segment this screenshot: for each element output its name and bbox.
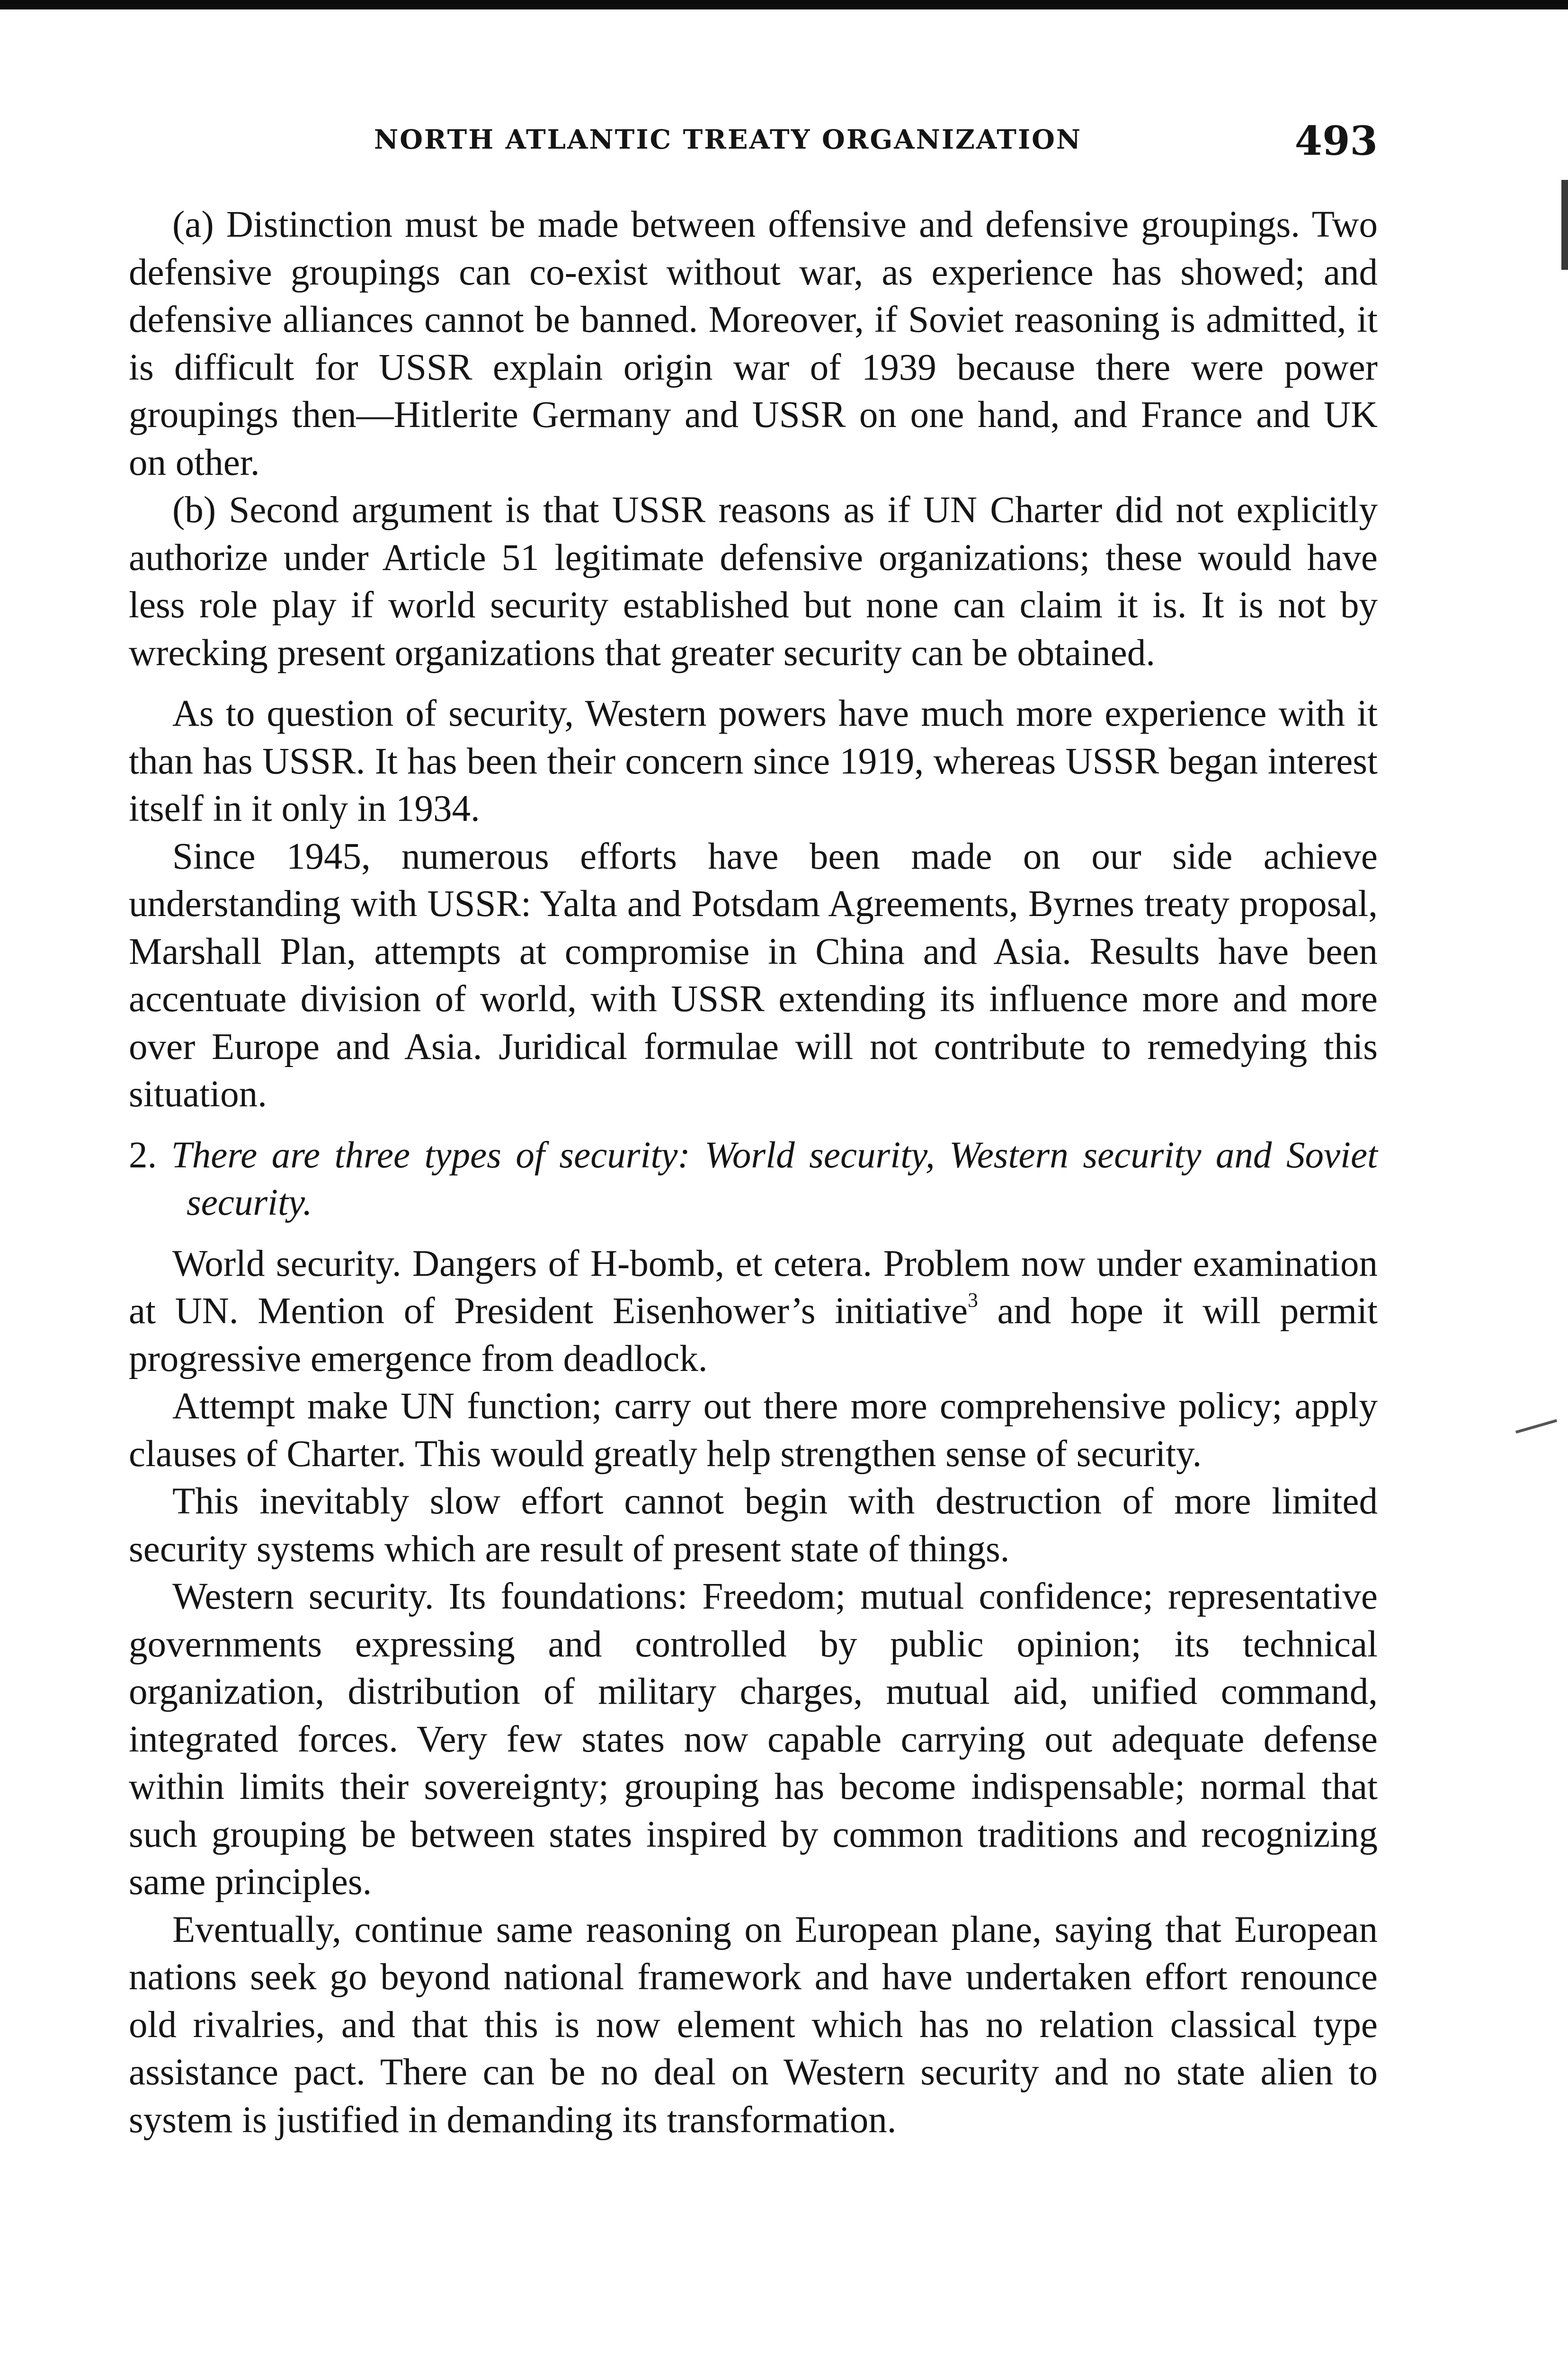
paragraph-world-security [129, 1240, 1378, 1383]
scan-top-border [0, 0, 1568, 9]
section-number: 2. [129, 1134, 157, 1176]
paragraph-un-function: Attempt make UN function; carry out there more comprehensive policy; apply clauses of Charter. This would greatly help strengthen sense of security. [129, 1386, 1378, 1475]
paragraph-a [129, 201, 1378, 487]
paragraph-b [129, 487, 1378, 677]
footnote-reference: 3 [968, 1289, 978, 1312]
paragraph-efforts-since-1945: Since 1945, numerous efforts have been made on our side achieve understanding with USSR: Yalta and Potsdam Agreements, Byrnes treaty proposal, Marshall Plan, attempts at compromise in China and Asia. Results have been accentuate division of world, with USSR extending its influence more and more over Europe and Asia. Juridical formulae will not contribute to remedying this situation. [129, 836, 1378, 1115]
section-heading-text: There are three types of security: World security, Western security and Soviet security. [171, 1134, 1378, 1223]
paragraph-western-security: Western security. Its foundations: Freedom; mutual confidence; representative governments expressing and controlled by public opinion; its technical organization, distribution of military charges, mutual aid, unified command, integrated forces. Very few states now capable carrying out adequate defense within limits their sovereignty; grouping has become indispensable; normal that such grouping be between states inspired by common traditions and recognizing same principles. [129, 1576, 1378, 1903]
page-number: 493 [1294, 117, 1378, 164]
section-heading [129, 1132, 1378, 1227]
paragraph-security-experience: As to question of security, Western powers have much more experience with it than has USSR. It has been their concern since 1919, whereas USSR began interest itself in it only in 1934. [129, 693, 1378, 829]
paragraph-a-text: Distinction must be made between offensive and defensive groupings. Two defensive groupings can co-exist without war, as experience has showed; and defensive alliances cannot be banned. Moreover, if Soviet reasoning is admitted, it is difficult for USSR explain origin war of 1939 because there were power groupings then—Hitlerite Germany and USSR on one hand, and France and UK on other. [129, 204, 1378, 483]
paragraph-european-plane: Eventually, continue same reasoning on European plane, saying that European nations seek go beyond national framework and have undertaken effort renounce old rivalries, and that this is now element which has no relation classical type assistance pact. There can be no deal on Western security and no state alien to system is justified in demanding its transformation. [129, 1909, 1378, 2141]
page-body [129, 201, 1378, 2144]
world-security-text: World security. Dangers of H-bomb, et cetera. Problem now under examination at UN. Mention of President Eisenhower’s initiative [129, 1243, 1378, 1332]
paragraph-b-text: Second argument is that USSR reasons as if UN Charter did not explicitly authorize under Article 51 legitimate defensive organizations; these would have less role play if world security established but none can claim it is. It is not by wrecking present organizations that greater security can be obtained. [129, 489, 1378, 674]
world-security-text-continued: and hope it will permit progressive emergence from deadlock. [129, 1290, 1378, 1379]
scan-stray-mark [1515, 1419, 1557, 1434]
paragraph-a-label: (a) [172, 204, 214, 245]
paragraph-b-label: (b) [172, 489, 216, 531]
paragraph-slow-effort: This inevitably slow effort cannot begin with destruction of more limited security systems which are result of present state of things. [129, 1481, 1378, 1570]
scan-edge-mark [1561, 180, 1568, 270]
running-title: NORTH ATLANTIC TREATY ORGANIZATION [374, 124, 1082, 155]
page-header [374, 117, 1378, 164]
